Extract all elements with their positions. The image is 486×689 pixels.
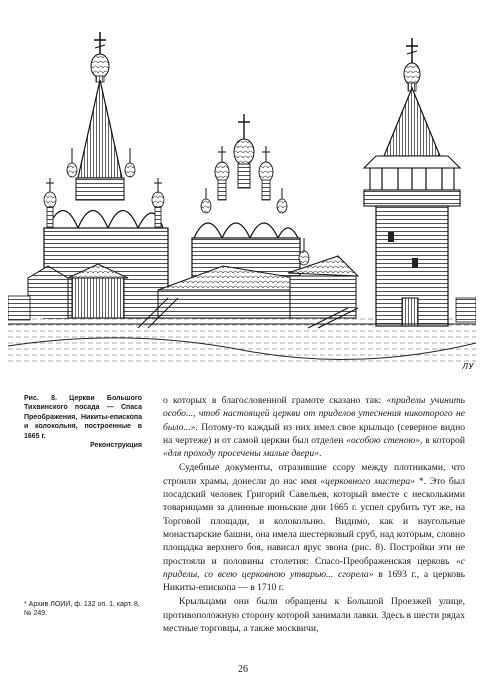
paragraph-1: о которых в благословенной грамоте сказано так: «приделы учинить особо..., чтоб настоящей церкви от приделов утеснения никоторого не было...». Потому-то каждый из них имел свое крыльцо (северное видно на чертеже) и от самой церкви был отделен «особою стеною», в которой «для проходу просечены малые двери».: [163, 395, 465, 460]
paragraph-3: Крыльцами они были обращены к Большой Проезжей улице, противоположную сторону которой занимали лавки. Здесь в шести рядах местные торговцы, а также москвичи,: [163, 596, 465, 635]
page-number: 26: [238, 664, 248, 675]
caption-tail: Реконструкция: [90, 442, 142, 450]
paragraph-2: Судебные документы, отразившие ссору между плотниками, что строили храмы, донесли до нас имя «церковного мастера» *. Это был посадский человек Григорий Савельев, который вместе с несколькими товарищами за длинные июньские дни 1665 г. успел срубить тут же, на Торговой площади, и колокольню. Видимо, как и наугольные монастырские башни, она имела шестерковый сруб, над которым, словно площадка верхнего боя, нависал ярус звона (рис. 8). Постройки эти не простояли и половины столетия: Спасо-Преображенская церковь «с приделы, со всею церковною утварью... сгорела» в 1693 г., а церковь Никиты-епископа — в 1710 г.: [163, 462, 466, 594]
caption-text: Церкви Большого Тихвинского посада — Спаса Преображения, Никиты-епископа и колокольня, построенные в 1665 г.: [24, 395, 142, 440]
bell-tower: [364, 38, 460, 326]
church-illustration: [8, 28, 476, 378]
church-spas-preobrazheniya: [28, 32, 168, 318]
caption-label: Рис. 8.: [24, 395, 57, 402]
artist-signature: ЛУ: [462, 362, 474, 371]
figure-caption: [24, 394, 142, 450]
church-nikity-episkopa: [138, 114, 358, 328]
church-drawing: [8, 28, 476, 378]
body-text: [163, 394, 465, 635]
footnote: * Архив ЛОИИ, ф. 132 оп. 1, карт. 8, № 249.: [24, 601, 140, 618]
